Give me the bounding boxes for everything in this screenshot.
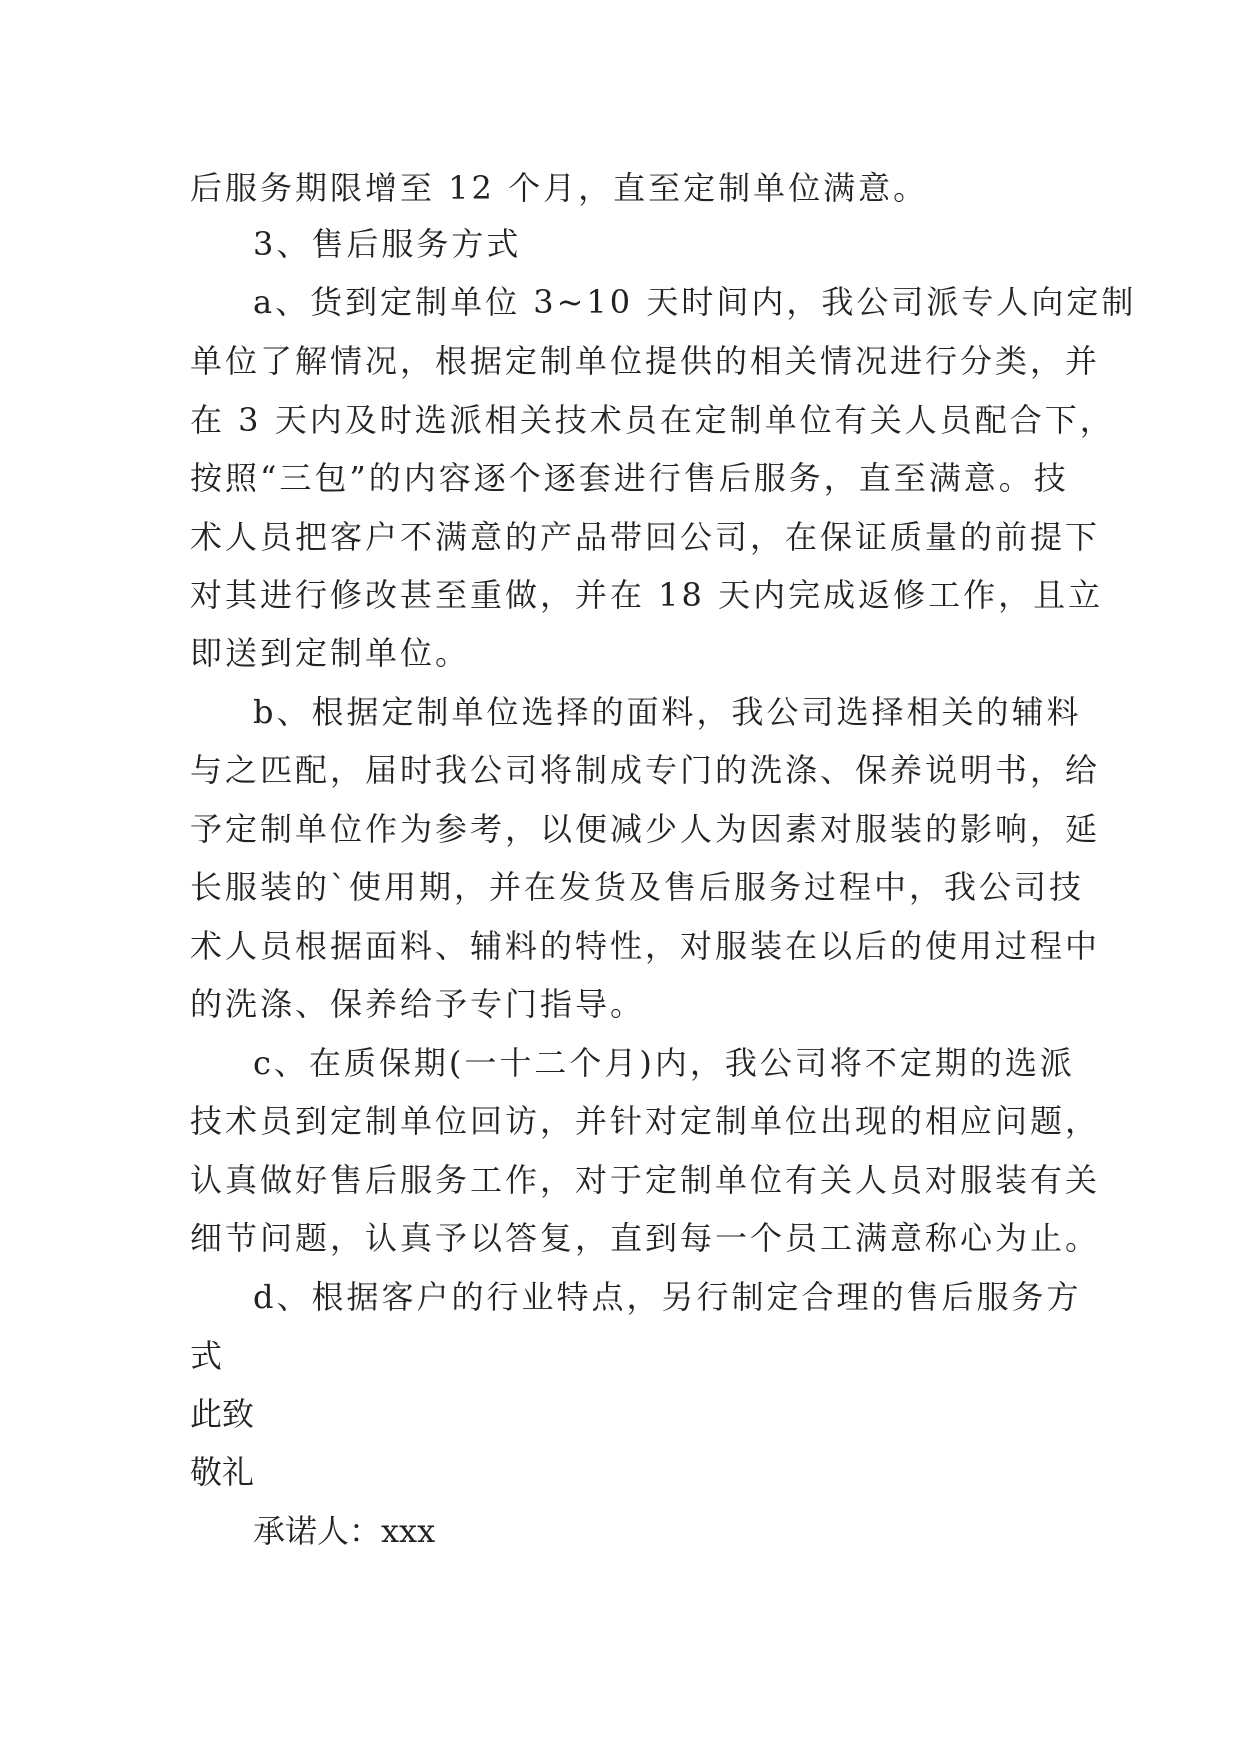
text-line: 予定制单位作为参考，以便减少人为因素对服装的影响，延	[190, 810, 1101, 848]
text-line: 的洗涤、保养给予专门指导。	[190, 985, 646, 1023]
signatory-line: 承诺人：xxx	[253, 1512, 436, 1550]
text-line: 对其进行修改甚至重做，并在 18 天内完成返修工作，且立	[190, 576, 1104, 614]
text-line: 认真做好售后服务工作，对于定制单位有关人员对服装有关	[190, 1161, 1101, 1199]
text-line: 与之匹配，届时我公司将制成专门的洗涤、保养说明书，给	[190, 751, 1101, 789]
text-line: b、根据定制单位选择的面料，我公司选择相关的辅料	[253, 693, 1082, 731]
text-line: 按照“三包”的内容逐个逐套进行售后服务，直至满意。技	[190, 459, 1069, 497]
text-line: d、根据客户的行业特点，另行制定合理的售后服务方	[253, 1278, 1082, 1316]
closing-phrase: 此致	[190, 1395, 255, 1433]
text-line: 后服务期限增至 12 个月，直至定制单位满意。	[190, 169, 929, 207]
text-line: 细节问题，认真予以答复，直到每一个员工满意称心为止。	[190, 1219, 1101, 1257]
text-line: 术人员根据面料、辅料的特性，对服装在以后的使用过程中	[190, 927, 1101, 965]
text-line: 长服装的`使用期，并在发货及售后服务过程中，我公司技	[190, 868, 1085, 906]
text-line: 技术员到定制单位回访，并针对定制单位出现的相应问题，	[190, 1102, 1101, 1140]
text-line: a、货到定制单位 3~10 天时间内，我公司派专人向定制	[253, 283, 1137, 321]
text-line: 式	[190, 1337, 226, 1375]
text-line: 术人员把客户不满意的产品带回公司，在保证质量的前提下	[190, 518, 1101, 556]
closing-salutation: 敬礼	[190, 1453, 255, 1491]
section-heading: 3、售后服务方式	[253, 225, 522, 263]
text-line: 单位了解情况，根据定制单位提供的相关情况进行分类，并	[190, 342, 1101, 380]
text-line: 即送到定制单位。	[190, 634, 471, 672]
text-line: 在 3 天内及时选派相关技术员在定制单位有关人员配合下，	[190, 401, 1115, 439]
text-line: c、在质保期(一十二个月)内，我公司将不定期的选派	[253, 1044, 1075, 1082]
